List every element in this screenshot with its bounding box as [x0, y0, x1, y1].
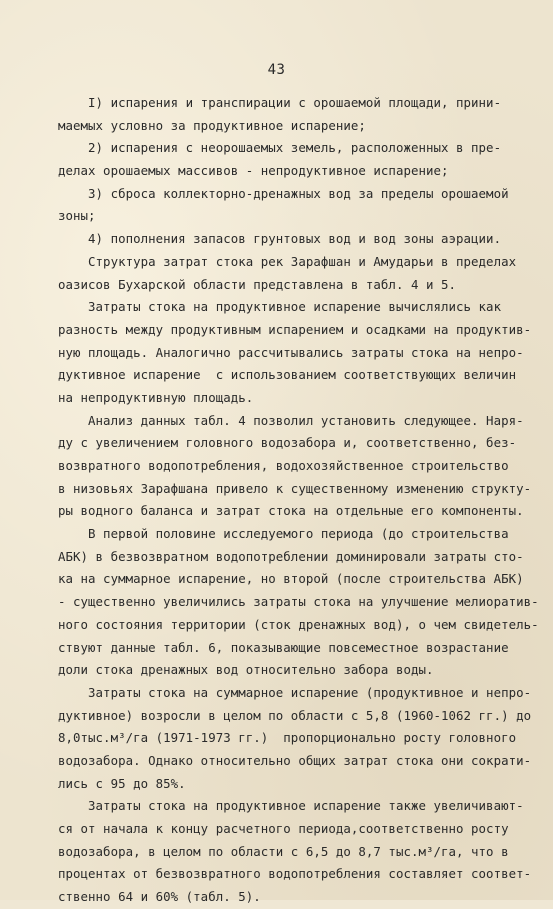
text-line: водозабора, в целом по области с 6,5 до 8,7 тыс.м³/га, что в [58, 843, 509, 859]
page-number: 43 [267, 62, 286, 78]
text-line: 8,0тыс.м³/га (1971-1973 гг.) пропорционально росту головного [58, 730, 517, 746]
text-line: зоны; [58, 208, 96, 224]
text-line: 3) сброса коллекторно-дренажных вод за пределы орошаемой [58, 185, 509, 201]
text-line: ствуют данные табл. 6, показывающие повсеместное возрастание [58, 639, 509, 655]
text-line: I) испарения и транспирации с орошаемой площади, прини- [58, 95, 502, 110]
text-line: маемых условно за продуктивное испарение; [58, 117, 366, 133]
text-line: в низовьях Зарафшана привело к существенному изменению структу- [58, 480, 532, 496]
text-line: - существенно увеличились затраты стока на улучшение мелиоратив- [58, 594, 539, 610]
text-line: ственно 64 и 60% (табл. 5). [58, 889, 261, 905]
text-line: ду с увеличением головного водозабора и, соответственно, без- [58, 435, 517, 451]
text-line: водозабора. Однако относительно общих затрат стока они сократи- [58, 752, 532, 768]
text-line: АБК) в безвозвратном водопотреблении доминировали затраты сто- [58, 548, 524, 564]
text-line: дуктивное) возросли в целом по области с 5,8 (1960-1062 гг.) до [58, 707, 532, 723]
text-line: Анализ данных табл. 4 позволил установить следующее. Наря- [58, 412, 524, 428]
text-line: Затраты стока на продуктивное испарение также увеличивают- [58, 798, 524, 814]
text-line: ную площадь. Аналогично рассчитывались затраты стока на непро- [58, 344, 524, 360]
text-line: разность между продуктивным испарением и осадками на продуктив- [58, 321, 532, 337]
text-line: ся от начала к концу расчетного периода,соответственно росту [58, 821, 509, 836]
text-line: В первой половине исследуемого периода (до строительства [58, 526, 509, 542]
text-line: дуктивное испарение с использованием соответствующих величин [58, 367, 517, 383]
text-line: делах орошаемых массивов - непродуктивное испарение; [58, 163, 449, 179]
text-line: процентах от безвозвратного водопотребления составляет соответ- [58, 866, 532, 882]
text-line: Затраты стока на продуктивное испарение вычислялись как [58, 299, 502, 315]
text-line: лись с 95 до 85%. [58, 775, 186, 791]
text-line: Структура затрат стока рек Зарафшан и Амударьи в пределах [58, 253, 517, 269]
text-line: доли стока дренажных вод относительно забора воды. [58, 662, 434, 678]
text-line: Затраты стока на суммарное испарение (продуктивное и непро- [58, 684, 532, 700]
text-line: ка на суммарное испарение, но второй (после строительства АБК) [58, 571, 524, 587]
text-line: ного состояния территории (сток дренажных вод), о чем свидетель- [58, 616, 539, 632]
text-line: 4) пополнения запасов грунтовых вод и вод зоны аэрации. [58, 231, 502, 247]
text-line: оазисов Бухарской области представлена в табл. 4 и 5. [58, 276, 457, 292]
text-line: на непродуктивную площадь. [58, 389, 254, 405]
text-line: возвратного водопотребления, водохозяйственное строительство [58, 458, 509, 473]
text-line: 2) испарения с неорошаемых земель, расположенных в пре- [58, 140, 502, 156]
text-line: ры водного баланса и затрат стока на отдельные его компоненты. [58, 503, 524, 519]
body-text [58, 92, 539, 909]
